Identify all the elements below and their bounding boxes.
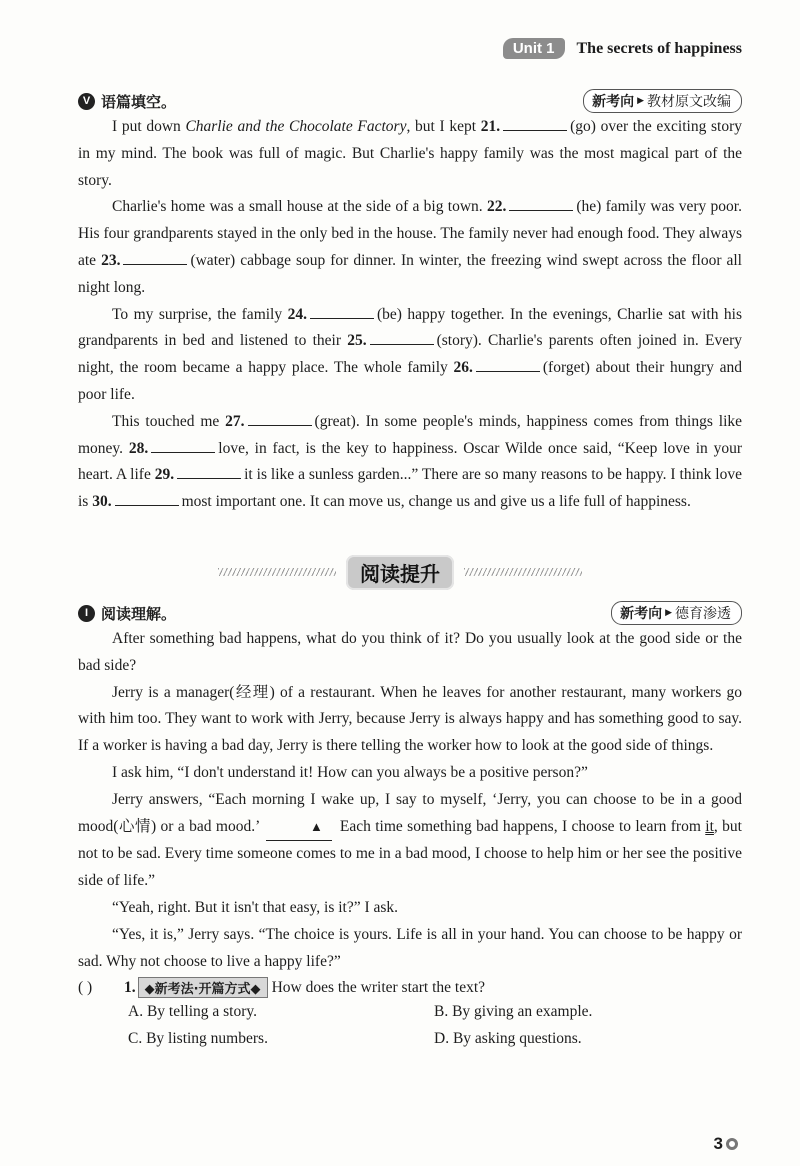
option-c[interactable]: C. By listing numbers. xyxy=(128,1030,268,1048)
section-reading xyxy=(78,600,742,1052)
page-number-text: 3 xyxy=(713,1134,723,1153)
option-a[interactable]: A. By telling a story. xyxy=(128,1003,258,1021)
tag-value: 德育渗透 xyxy=(675,606,731,622)
reading-divider xyxy=(210,555,590,589)
blank-22[interactable] xyxy=(509,196,573,211)
cloze-paragraph-2: Charlie's home was a small house at the side of a big town. 22. (he) family was very poor. His four grandparents stayed in the only bed in the house. The family never had enough food. They always ate 23. (water) cabbage soup for dinner. In winter, the freezing wind swept across the floor all night long. xyxy=(78,198,742,296)
page-number xyxy=(714,1134,738,1154)
reading-paragraph-4: Jerry answers, “Each morning I wake up, I say to myself, ‘Jerry, you can choose to be in a good mood(心情) or a bad mood.’ ▲ Each time something bad happens, I choose to learn from it, but not to be sad. Every time someone comes to me in a bad mood, I choose to help him or her see the positive side of life.” xyxy=(78,790,742,890)
new-trend-tag xyxy=(611,601,742,625)
question-text: How does the writer start the text? xyxy=(271,978,486,996)
blank-26[interactable] xyxy=(476,357,540,372)
answer-parentheses[interactable]: ( ) xyxy=(78,978,93,996)
section-reading-heading: 阅读理解。 xyxy=(101,604,177,623)
option-b[interactable]: B. By giving an example. xyxy=(434,1003,593,1021)
divider-hatch-left xyxy=(218,568,336,576)
unit-badge: Unit 1 xyxy=(503,38,565,59)
question-type-badge: ◆新考法·开篇方式◆ xyxy=(138,977,268,998)
book-title: Charlie and the Chocolate Factory xyxy=(185,118,407,135)
divider-title: 阅读提升 xyxy=(346,555,454,590)
reading-paragraph-6: “Yes, it is,” Jerry says. “The choice is yours. Life is all in your hand. You can choose to be happy or sad. Why not choose to live a happy life?” xyxy=(78,925,742,970)
question-number: 1. xyxy=(124,978,136,996)
cloze-paragraph-1: I put down Charlie and the Chocolate Factory, but I kept 21. (go) over the exciting story in my mind. The book was full of magic. But Charlie's happy family was the most magical part of the story. xyxy=(78,118,743,189)
section-number-badge: I xyxy=(78,605,95,622)
reading-paragraph-1: After something bad happens, what do you think of it? Do you usually look at the good side or the bad side? xyxy=(78,630,742,674)
divider-hatch-right xyxy=(464,568,582,576)
section-cloze-heading: 语篇填空。 xyxy=(101,92,177,111)
blank-23[interactable] xyxy=(123,250,187,265)
running-header xyxy=(503,38,742,59)
gear-icon xyxy=(726,1138,738,1150)
play-triangle-icon: ▶ xyxy=(665,608,672,618)
blank-27[interactable] xyxy=(248,411,312,426)
blank-24[interactable] xyxy=(310,304,374,319)
question-1-options xyxy=(128,998,742,1052)
section-number-badge: V xyxy=(78,93,95,110)
unit-title: The secrets of happiness xyxy=(576,39,742,57)
cloze-paragraph-4: This touched me 27. (great). In some people's minds, happiness comes from things like money. 28. love, in fact, is the key to happiness. Oscar Wilde once said, “Keep love in your heart. A life 29. it is like a sunless garden...” There are so many reasons to be happy. I think love is 30. most important one. It can move us, change us and give us a life full of happiness. xyxy=(78,412,742,511)
cloze-paragraph-3: To my surprise, the family 24. (be) happy together. In the evenings, Charlie sat with his grandparents in bed and listened to their 25. (story). Charlie's parents often joined in. Every night, the room became a happy place. The whole family 26. (forget) about their hungry and poor life. xyxy=(78,305,742,403)
tag-label: 新考向 xyxy=(592,94,635,110)
blank-25[interactable] xyxy=(370,330,434,345)
section-cloze xyxy=(78,88,742,516)
underlined-it: it xyxy=(705,817,714,835)
blank-28[interactable] xyxy=(151,438,215,453)
reading-paragraph-5: “Yeah, right. But it isn't that easy, is it?” I ask. xyxy=(112,898,399,916)
play-triangle-icon: ▶ xyxy=(637,96,644,106)
option-d[interactable]: D. By asking questions. xyxy=(434,1030,582,1048)
new-trend-tag xyxy=(583,89,742,113)
reading-paragraph-2: Jerry is a manager(经理) of a restaurant. When he leaves for another restaurant, many workers go with him too. They want to work with Jerry, because Jerry is always happy and has something good to say. If a worker is having a bad day, Jerry is there telling the worker how to look at the good side of things. xyxy=(78,683,742,755)
blank-21[interactable] xyxy=(503,116,567,131)
blank-29[interactable] xyxy=(177,464,241,479)
tag-value: 教材原文改编 xyxy=(647,94,731,110)
section-reading-title xyxy=(78,603,176,624)
tag-label: 新考向 xyxy=(620,606,663,622)
section-cloze-title xyxy=(78,91,176,112)
reading-paragraph-3: I ask him, “I don't understand it! How can you always be a positive person?” xyxy=(112,763,588,781)
question-1 xyxy=(78,977,742,998)
blank-30[interactable] xyxy=(115,491,179,506)
triangle-marker-icon: ▲ xyxy=(310,818,323,834)
sentence-blank[interactable] xyxy=(266,814,332,842)
